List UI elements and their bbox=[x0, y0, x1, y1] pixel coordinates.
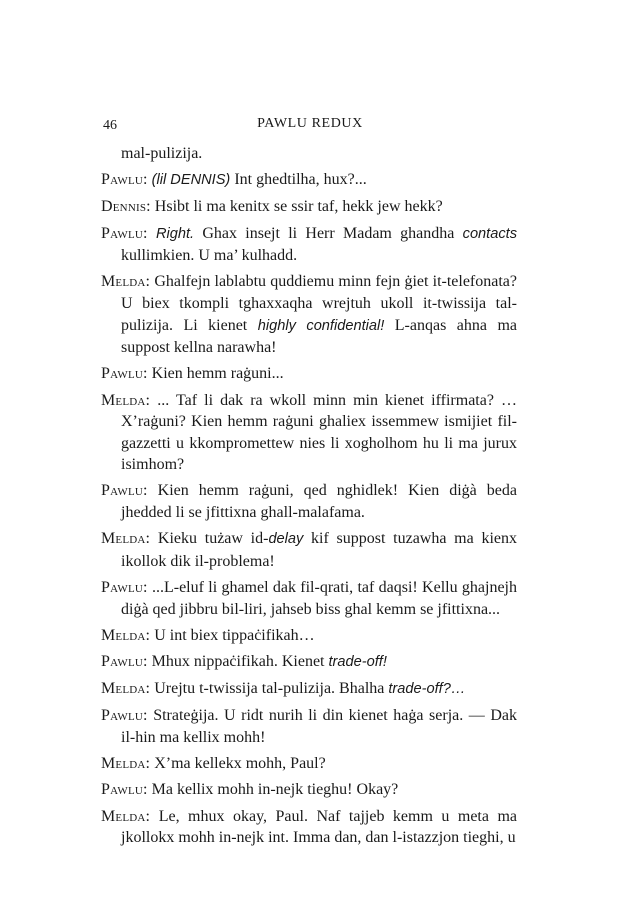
dialogue-text: ... Taf li dak ra wkoll minn min kienet iffirmata? …X’raġuni? Kien hemm raġuni ghaliex issemmew ismijiet fil-gazzetti u kkompromettew nies li xogholhom hu li ma jurux isimhom? bbox=[121, 391, 517, 474]
speaker-name: Melda: bbox=[101, 626, 151, 644]
speaker-name: Melda: bbox=[101, 530, 151, 548]
page-header bbox=[103, 116, 517, 136]
speaker-name: Pawlu: bbox=[101, 579, 148, 597]
running-title: PAWLU REDUX bbox=[257, 116, 363, 131]
speaker-name: Melda: bbox=[101, 755, 151, 773]
dialogue-line bbox=[101, 625, 517, 647]
dialogue-text: Kien hemm raġuni... bbox=[151, 365, 284, 383]
dialogue-text: Ghax insejt li Herr Madam ghandha bbox=[194, 224, 463, 242]
speaker-name: Pawlu: bbox=[101, 224, 148, 242]
dialogue-text: kif suppost tuzawha ma kienx ikollok dik il-problema! bbox=[121, 530, 517, 570]
dialogue-line bbox=[101, 390, 517, 476]
emphasis-text: trade-off?… bbox=[388, 681, 466, 698]
dialogue-text: Kien hemm raġuni, qed nghidlek! Kien diġà beda jhedded li se jfittixna ghall-malafama. bbox=[121, 482, 517, 522]
dialogue-line bbox=[101, 779, 517, 801]
dialogue-text: Ghalfejn lablabtu quddiemu minn fejn ġiet it-telefonata? U biex tkompli tghaxxaqha wrejtuh ukoll it-twissija tal-pulizija. Li kienet bbox=[121, 273, 518, 334]
speaker-name: Pawlu: bbox=[101, 781, 148, 799]
dialogue-text: Int ghedtilha, hux?... bbox=[230, 171, 367, 189]
dialogue-text: ...L-eluf li ghamel dak fil-qrati, taf daqsi! Kellu ghajnejh diġà qed jibbru bil-liri, jahseb biss ghal kemm se jfittixna... bbox=[121, 579, 518, 618]
speaker-name: Pawlu: bbox=[101, 653, 148, 670]
dialogue-line bbox=[101, 271, 517, 358]
dialogue-line bbox=[101, 651, 517, 674]
dialogue-line bbox=[101, 480, 517, 523]
dialogue-text: X’ma kellekx mohh, Paul? bbox=[154, 755, 326, 773]
speaker-name: Dennis: bbox=[101, 198, 151, 216]
dialogue-text: mal-pulizija. bbox=[121, 145, 203, 162]
dialogue-line bbox=[101, 678, 517, 701]
dialogue-text: U int biex tippaċifikah… bbox=[154, 626, 315, 644]
dialogue-text: Urejtu t-twissija tal-pulizija. Bhalha bbox=[154, 680, 389, 698]
dialogue-continuation bbox=[101, 143, 517, 165]
dialogue-text: Strateġija. U ridt nurih li din kienet haġa serja. — Dak il-hin ma kellix mohh! bbox=[121, 707, 517, 746]
emphasis-text: Right. bbox=[155, 225, 195, 242]
emphasis-text: highly confidential! bbox=[257, 317, 385, 334]
emphasis-text: (lil DENNIS) bbox=[151, 172, 231, 189]
speaker-name: Pawlu: bbox=[101, 365, 148, 383]
emphasis-text: delay bbox=[268, 531, 304, 548]
speaker-name: Pawlu: bbox=[101, 707, 148, 725]
dialogue-line bbox=[101, 705, 517, 748]
dialogue-text: Le, mhux okay, Paul. Naf tajjeb kemm u meta ma jkollokx mohh in-nejk int. Imma dan, dan l-istazzjon tieghi, u bbox=[121, 807, 518, 847]
dialogue-text: Ma kellix mohh in-nejk tieghu! Okay? bbox=[151, 781, 399, 799]
speaker-name: Melda: bbox=[101, 391, 151, 409]
dialogue-line bbox=[101, 196, 517, 218]
dialogue-text: kullimkien. U ma’ kulhadd. bbox=[121, 247, 298, 265]
dialogue-line bbox=[101, 753, 517, 775]
speaker-name: Pawlu: bbox=[101, 171, 148, 189]
emphasis-text: contacts bbox=[462, 225, 517, 242]
dialogue-text: L-anqas ahna ma suppost kellna narawha! bbox=[121, 316, 518, 357]
play-dialogue bbox=[101, 143, 517, 853]
dialogue-line bbox=[101, 577, 517, 620]
dialogue-text: Kieku tużaw id- bbox=[157, 530, 269, 548]
speaker-name: Melda: bbox=[101, 807, 151, 825]
dialogue-text: Hsibt li ma kenitx se ssir taf, hekk jew hekk? bbox=[154, 198, 443, 216]
dialogue-text: Mhux nippaċifikah. Kienet bbox=[151, 653, 329, 670]
dialogue-line bbox=[101, 223, 517, 267]
dialogue-line bbox=[101, 363, 517, 385]
speaker-name: Pawlu: bbox=[101, 482, 148, 500]
dialogue-line bbox=[101, 806, 517, 849]
page-number: 46 bbox=[103, 118, 117, 133]
speaker-name: Melda: bbox=[101, 680, 151, 698]
dialogue-line bbox=[101, 528, 517, 572]
emphasis-text: trade-off! bbox=[328, 654, 387, 670]
dialogue-line bbox=[101, 169, 517, 192]
speaker-name: Melda: bbox=[101, 273, 151, 291]
